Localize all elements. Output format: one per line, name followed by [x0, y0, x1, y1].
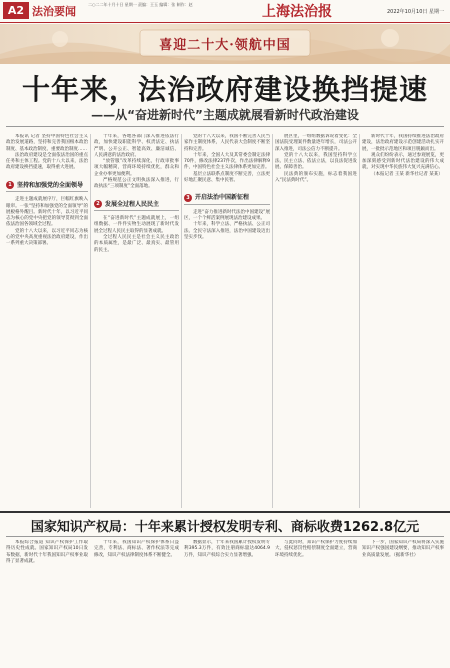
article-column-5 [362, 134, 444, 508]
headline-divider [6, 126, 444, 127]
paragraph: 新时代十年，我国持续推进法治政府建设，法治政府建设示范创建活动扎实开展，一批批示范地区和项目脱颖而出。 [362, 134, 444, 152]
column-divider [90, 134, 91, 508]
paragraph: 下一步，国家知识产权局将深入实施知识产权强国建设纲要，推动知识产权事业高质量发展。（据新华社） [362, 540, 444, 558]
bottom-column-1 [6, 540, 88, 666]
paragraph: 本报讯 记者 坚持中国特色社会主义政治发展道路，坚持和完善我国根本政治制度、基本政治制度、重要政治制度…… [6, 134, 88, 152]
section-heading-3 [184, 192, 270, 205]
editor-line: 二○二二年十月十日 星期一 责编：王玉 编辑：张 制作：赵 [88, 2, 193, 7]
section-heading-text: 发展全过程人民民主 [105, 200, 160, 208]
paragraph: 走进主题成就展序厅，巨幅红旗映入眼帘。一张“坚持和加强党的全面领导”的展板格外醒目。新时代十年，以习近平同志为核心的党中央把党的领导贯彻到全面依法治国各领域全过程。 [6, 197, 88, 228]
page-header [0, 0, 450, 22]
article-column-4 [275, 134, 357, 508]
paragraph: 十年来，各地各部门深入推进依法行政，加快建设职能科学、权责法定、执法严明、公开公正、智能高效、廉洁诚信、人民满意的法治政府。 [94, 134, 179, 158]
section-number-icon: 2 [94, 200, 102, 208]
paragraph: 在“奋进新时代”主题成就展上，一组组数据、一件件实物生动展现了新时代发展全过程人民民主取得的显著成就。 [94, 216, 179, 234]
paragraph: 全过程人民民主是社会主义民主政治的本质属性，是最广泛、最真实、最管用的民主。 [94, 235, 179, 253]
theme-banner [0, 24, 450, 64]
paragraph: 观众们纷纷表示，通过参观展览，更加深刻感受到新时代法治建设的伟大成就，对实现中华民族伟大复兴充满信心。 [362, 152, 444, 171]
paragraph: 展区里，一组组数据诉说着变化：全国法院受理案件数量逐年增长，司法公开深入推进，司法公信力不断提升。 [275, 134, 357, 152]
paragraph: （本报记者 王某 新华社记者 某某） [371, 171, 443, 177]
bottom-column-3 [184, 540, 270, 666]
bottom-column-2 [94, 540, 179, 666]
main-subheadline: ——从“奋进新时代”主题成就展看新时代政治建设 [91, 108, 359, 122]
section-title: 法治要闻 [32, 5, 76, 18]
section-heading-1 [6, 180, 88, 193]
bottom-column-5 [362, 540, 444, 666]
main-headline: 十年来，法治政府建设换挡提速 [21, 73, 428, 106]
section-heading-text: 开启法治中国新征程 [195, 194, 250, 202]
banner-title: 喜迎二十大·领航中国 [159, 38, 291, 53]
paragraph: 基层立法联系点制度不断完善，立法更好地汇聚民意、集中民智。 [184, 171, 270, 184]
paragraph: 法治政府建设是全面依法治国的重点任务和主体工程。党的十八大以来，法治政府建设换挡提速，取得重大进展。 [6, 152, 88, 171]
paragraph: 民法典的颁布实施，标志着我国进入“民法典时代”。 [275, 171, 357, 184]
column-divider [181, 134, 182, 508]
secondary-headline: 国家知识产权局：十年来累计授权发明专利、商标收费1262.8亿元 [30, 520, 420, 535]
header-divider [0, 22, 450, 23]
paragraph: 十年来，科学立法、严格执法、公正司法、全民守法深入推进，法治中国建设迈出坚实步伐。 [184, 222, 270, 241]
paragraph: 严格规范公正文明执法深入推进，行政执法“三项制度”全面落地。 [94, 178, 179, 190]
paragraph: 数据显示，十年来我国累计授权发明专利395.3万件，有效注册商标量达4064.9万件，知识产权综合实力显著增强。 [184, 540, 270, 558]
section-number-icon: 3 [184, 194, 192, 202]
paragraph: 党的十八大以来，我国坚持科学立法、民主立法、依法立法，以良法促进发展、保障善治。 [275, 152, 357, 171]
paragraph: 十年来，我国知识产权保护体系日益完善，专利法、商标法、著作权法等完成修改，知识产权法律制度体系不断健全。 [94, 540, 179, 558]
bottom-column-4 [275, 540, 357, 666]
article-separator [0, 511, 450, 513]
section-number-icon: 1 [6, 181, 14, 189]
article-column-1 [6, 134, 88, 508]
newspaper-masthead: 上海法治报 [262, 4, 332, 20]
section-heading-text: 坚持和加强党的全面领导 [17, 181, 84, 189]
issue-date: 2022年10月10日 星期一 [386, 9, 444, 15]
article-column-2 [94, 134, 179, 508]
paragraph: 本报综合报道 知识产权保护工作取得历史性成就。国家知识产权局10日发布数据，新时代十年我国知识产权事业取得了显著成就。 [6, 540, 88, 564]
paragraph: “放管服”改革持续深化，行政审批事项大幅精简，营商环境持续优化，群众和企业办事更加便利。 [94, 159, 179, 177]
paragraph: 党的十八大以来，以习近平同志为核心的党中央高度重视法治政府建设，作出一系列重大决策部署。 [6, 228, 88, 247]
section-heading-2 [94, 199, 179, 212]
column-divider [272, 134, 273, 508]
paragraph: 十年来，全国人大及其常委会制定法律70件，修改法律237件次，作出法律解释9件，中国特色社会主义法律体系更加完善。 [184, 152, 270, 171]
article-column-3 [184, 134, 270, 508]
paragraph: 党的十八大以来，我国不断完善人民当家作主制度体系，人民代表大会制度不断坚持和完善。 [184, 134, 270, 152]
secondary-headline-divider [6, 536, 444, 537]
column-divider [359, 134, 360, 508]
paragraph: 走进“奋力推进新时代法治中国建设”展区，一个个鲜活案例展现法治建设成果。 [184, 209, 270, 222]
page-number: A2 [3, 2, 29, 19]
paragraph: 与此同时，知识产权保护力度持续加大，侵权惩罚性赔偿制度全面建立，营商环境持续优化。 [275, 540, 357, 558]
